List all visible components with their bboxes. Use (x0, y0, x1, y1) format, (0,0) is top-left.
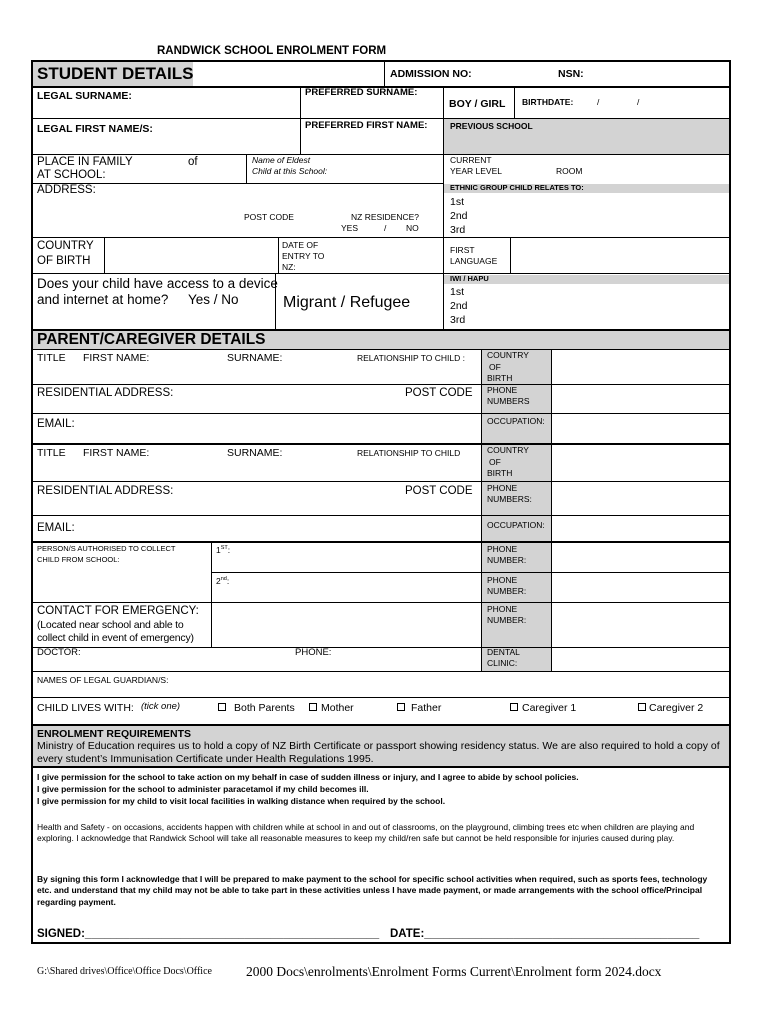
parent1-country-label-3: BIRTH (487, 373, 513, 383)
iwi-second: 2nd (450, 300, 468, 312)
parent1-phone-label-2: NUMBERS (487, 396, 530, 406)
collect-first-sup: ST (220, 545, 228, 551)
previous-school-label: PREVIOUS SCHOOL (450, 121, 533, 131)
place-in-family-label-2: AT SCHOOL: (37, 169, 106, 181)
parent1-title-label: TITLE (37, 352, 66, 364)
country-of-birth-label: COUNTRY (37, 240, 94, 252)
date-line[interactable]: DATE:___________________________________________ (390, 928, 700, 940)
rule (33, 413, 729, 414)
rule (104, 237, 105, 273)
rule (510, 237, 511, 273)
rule (33, 237, 729, 238)
parent1-occupation-label: OCCUPATION: (487, 416, 545, 426)
rule (278, 237, 279, 273)
parent2-first-name-label: FIRST NAME: (83, 447, 150, 459)
parent2-title-label: TITLE (37, 447, 66, 459)
rule (211, 541, 212, 647)
doctor-label: DOCTOR: (37, 647, 81, 658)
collect2-phone-label-2: NUMBER: (487, 586, 527, 596)
nsn-label: NSN: (558, 68, 584, 80)
collect2-phone-label: PHONE (487, 575, 518, 585)
dental-clinic-label: DENTAL (487, 647, 520, 657)
parent1-post-code-label: POST CODE (405, 387, 473, 399)
collect-first-colon: : (227, 544, 231, 555)
first-language-label: FIRST (450, 245, 475, 255)
both-parents-checkbox[interactable] (218, 703, 226, 711)
parent1-relationship-label: RELATIONSHIP TO CHILD : (357, 353, 466, 363)
rule (33, 118, 729, 119)
rule (31, 541, 731, 543)
caregiver2-checkbox[interactable] (638, 703, 646, 711)
current-year-level-label: CURRENT (450, 155, 492, 165)
payment-text: By signing this form I acknowledge that I will be prepared to make payment to the school for specific school activities when required, such as sports fees, technology etc. and understand that my child may not be able to take part in these activities unless I have made payment, or made arrangements with the school office/Principal regarding payment. (37, 874, 708, 907)
parent2-surname-label: SURNAME: (227, 447, 283, 459)
rule (31, 443, 731, 445)
iwi-first: 1st (450, 286, 465, 298)
parent1-first-name-label: FIRST NAME: (83, 352, 150, 364)
birthdate-label: BIRTHDATE: (522, 97, 574, 107)
both-parents-label: Both Parents (234, 702, 295, 714)
ethnic-group-label: ETHNIC GROUP CHILD RELATES TO: (450, 183, 584, 192)
collect-second-sup: nd (220, 576, 227, 582)
parent1-country-label-2: OF (489, 362, 501, 372)
device-question: Does your child have access to a device (37, 276, 278, 291)
collect1-phone-label: PHONE (487, 544, 518, 554)
student-details-heading: STUDENT DETAILS (37, 64, 194, 83)
rule (31, 766, 731, 768)
admission-no-label: ADMISSION NO: (390, 68, 472, 80)
device-question-2: and internet at home? (37, 292, 169, 307)
parent1-phone-label: PHONE (487, 385, 518, 395)
dental-clinic-label-2: CLINIC: (487, 658, 518, 668)
emergency-contact-note-2: collect child in event of emergency) (37, 632, 194, 644)
authorised-collect-label-2: CHILD FROM SCHOOL: (37, 555, 120, 564)
rule (33, 647, 729, 648)
rule (300, 86, 301, 154)
form-title: RANDWICK SCHOOL ENROLMENT FORM (157, 45, 387, 57)
collect-first-label (216, 545, 230, 556)
parent2-relationship-label: RELATIONSHIP TO CHILD (357, 448, 461, 458)
child-lives-with-label: CHILD LIVES WITH: (37, 702, 134, 714)
rule (551, 349, 552, 671)
parent2-address-label: RESIDENTIAL ADDRESS: (37, 485, 174, 497)
rule (33, 273, 729, 274)
rule (443, 86, 444, 329)
parent2-country-label-3: BIRTH (487, 468, 513, 478)
tick-one-hint: (tick one) (141, 701, 181, 712)
device-yes-no: Yes / No (188, 292, 239, 307)
rule (246, 154, 247, 183)
emergency-phone-label: PHONE (487, 604, 518, 614)
parent2-country-label-2: OF (489, 457, 501, 467)
parent1-email-label: EMAIL: (37, 418, 75, 430)
rule (33, 154, 729, 155)
parent2-email-label: EMAIL: (37, 522, 75, 534)
parent1-address-label: RESIDENTIAL ADDRESS: (37, 387, 174, 399)
enrolment-requirements-text: Ministry of Education requires us to hold a copy of NZ Birth Certificate or passport showing residency status. We are also required to hold a copy of every student’s Immunisation Certificate under Health Regulations 1995. (37, 740, 720, 766)
rule (514, 86, 515, 118)
emergency-contact-note: (Located near school and able to (37, 619, 184, 631)
caregiver2-label: Caregiver 2 (649, 702, 704, 714)
current-year-level-label-2: YEAR LEVEL (450, 166, 502, 176)
eldest-child-label-2: Child at this School: (252, 166, 328, 176)
signed-line[interactable]: SIGNED:______________________________________________ (37, 928, 380, 940)
enrolment-requirements-heading: ENROLMENT REQUIREMENTS (37, 728, 192, 740)
footer-path-prefix: G:\Shared drives\Office\Office Docs\Office (37, 966, 212, 977)
emergency-contact-label: CONTACT FOR EMERGENCY: (37, 605, 199, 617)
rule (481, 349, 482, 671)
mother-label: Mother (321, 702, 354, 714)
rule (31, 724, 731, 726)
legal-surname-label: LEGAL SURNAME: (37, 90, 132, 102)
legal-first-name-label: LEGAL FIRST NAME/S: (37, 123, 153, 135)
collect-second-num: 2 (216, 575, 221, 586)
iwi-hapu-label: IWI / HAPU (450, 274, 489, 283)
legal-guardians-label: NAMES OF LEGAL GUARDIAN/S: (37, 675, 169, 685)
place-in-family-label: PLACE IN FAMILY (37, 156, 133, 168)
rule (33, 481, 729, 482)
ethnic-second: 2nd (450, 210, 468, 222)
parent1-country-label: COUNTRY (487, 350, 529, 360)
health-safety-text: Health and Safety - on occasions, accidents happen with children while at school in and out of classrooms, on the playground, climbing trees etc when children are playing and exploring. I acknowledge that Randwick School will take all reasonable measures to keep my child/ren safe but cannot be held responsible for injuries caused during play. (37, 822, 695, 844)
caregiver1-checkbox[interactable] (510, 703, 518, 711)
parent2-post-code-label: POST CODE (405, 485, 473, 497)
migrant-refugee-label: Migrant / Refugee (283, 294, 411, 311)
address-label: ADDRESS: (37, 184, 96, 196)
rule (33, 602, 729, 603)
nz-residence-no: NO (406, 223, 419, 233)
rule (33, 384, 729, 385)
authorised-collect-label: PERSON/S AUTHORISED TO COLLECT (37, 544, 176, 553)
permission-line: I give permission for the school to take action on my behalf in case of sudden illness or injury, and I agree to abide by school policies. (37, 772, 579, 782)
birthdate-separator: / (637, 97, 640, 107)
country-of-birth-label-2: OF BIRTH (37, 255, 91, 267)
date-of-entry-label-3: NZ: (282, 262, 296, 272)
preferred-first-name-label: PREFERRED FIRST NAME: (305, 120, 428, 131)
iwi-third: 3rd (450, 314, 466, 326)
parent1-surname-label: SURNAME: (227, 352, 283, 364)
rule (33, 697, 729, 698)
father-label: Father (411, 702, 442, 714)
date-of-entry-label-2: ENTRY TO (282, 251, 325, 261)
ethnic-first: 1st (450, 196, 465, 208)
caregiver1-label: Caregiver 1 (522, 702, 577, 714)
parent2-phone-label-2: NUMBERS: (487, 494, 532, 504)
room-label: ROOM (556, 166, 583, 176)
rule (33, 349, 729, 350)
nz-residence-separator: / (384, 223, 387, 233)
rule (33, 671, 729, 672)
parent2-occupation-label: OCCUPATION: (487, 520, 545, 530)
post-code-label: POST CODE (244, 212, 294, 222)
mother-checkbox[interactable] (309, 703, 317, 711)
collect-second-colon: : (226, 575, 230, 586)
ethnic-third: 3rd (450, 224, 466, 236)
footer-path: 2000 Docs\enrolments\Enrolment Forms Current\Enrolment form 2024.docx (246, 964, 662, 979)
date-of-entry-label: DATE OF (282, 240, 319, 250)
collect1-phone-label-2: NUMBER: (487, 555, 527, 565)
boy-girl-label: BOY / GIRL (449, 98, 506, 110)
father-checkbox[interactable] (397, 703, 405, 711)
collect-first-num: 1 (216, 544, 221, 555)
parent-details-heading: PARENT/CAREGIVER DETAILS (37, 331, 266, 348)
permission-line: I give permission for the school to administer paracetamol if my child becomes ill. (37, 784, 369, 794)
eldest-child-label: Name of Eldest (252, 155, 311, 165)
emergency-phone-label-2: NUMBER: (487, 615, 527, 625)
parent2-country-label: COUNTRY (487, 445, 529, 455)
collect-second-label (216, 576, 229, 587)
preferred-surname-label: PREFERRED SURNAME: (305, 87, 418, 98)
permission-line: I give permission for my child to visit local facilities in walking distance when required by the school. (37, 796, 446, 806)
place-in-family-of: of (188, 156, 198, 168)
nz-residence-label: NZ RESIDENCE? (351, 212, 420, 222)
rule (384, 62, 385, 86)
first-language-label-2: LANGUAGE (450, 256, 498, 266)
birthdate-separator: / (597, 97, 600, 107)
doctor-phone-label: PHONE: (295, 647, 332, 658)
parent2-phone-label: PHONE (487, 483, 518, 493)
rule (211, 572, 729, 573)
rule (33, 515, 729, 516)
nz-residence-yes: YES (341, 223, 359, 233)
